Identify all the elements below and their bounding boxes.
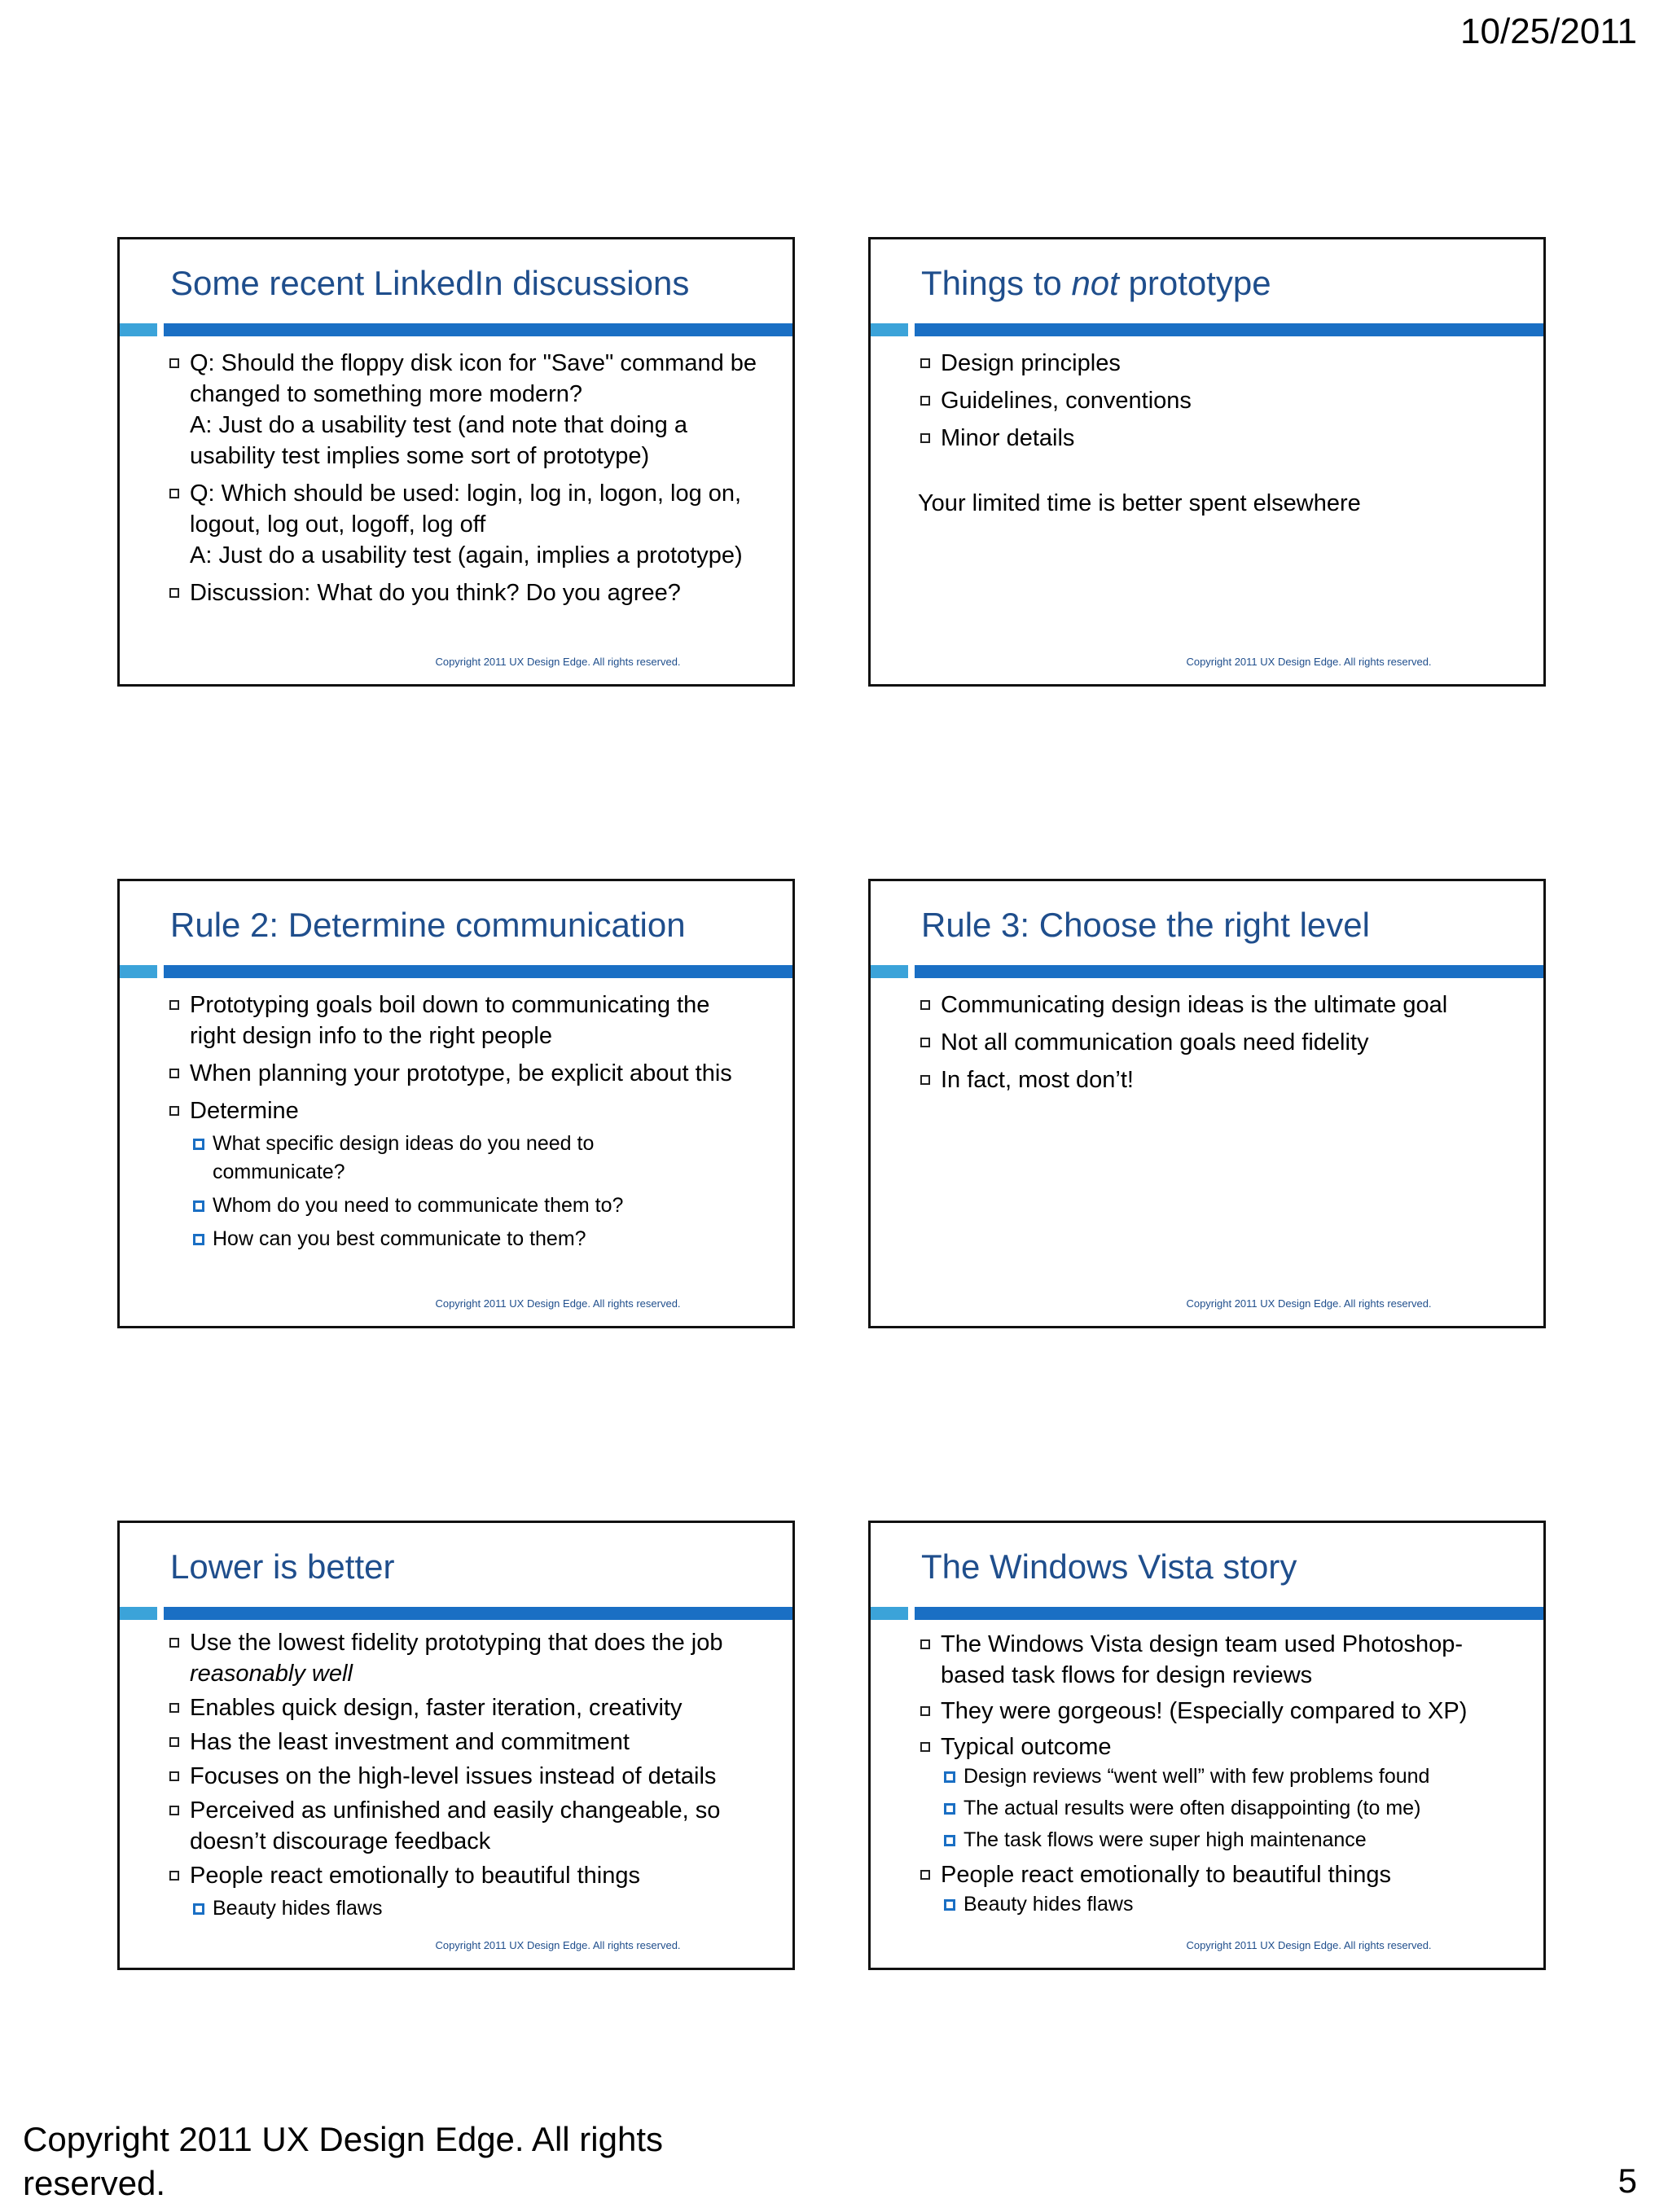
- bullet-line: changed to something more modern?: [190, 381, 583, 407]
- slide-lower-is-better: [117, 1521, 795, 1970]
- title-rule-bar: [164, 1607, 792, 1620]
- slide-copyright: Copyright 2011 UX Design Edge. All rights reserved.: [435, 1939, 681, 1951]
- title-emphasis: not: [1071, 264, 1119, 302]
- slide-body: [167, 1627, 760, 1935]
- bullet-line: Typical outcome: [941, 1734, 1112, 1760]
- bullet-item: [918, 1629, 1511, 1691]
- title-accent-bar: [871, 1607, 908, 1620]
- title-accent-bar: [120, 323, 157, 336]
- bullet-item: [918, 1731, 1511, 1854]
- slide-copyright: Copyright 2011 UX Design Edge. All rights reserved.: [1186, 1297, 1432, 1310]
- bullet-item: [918, 423, 1511, 454]
- bullet-list: [167, 1627, 760, 1923]
- bullet-line: Guidelines, conventions: [941, 388, 1192, 414]
- bullet-line: In fact, most don’t!: [941, 1067, 1134, 1093]
- slide-body: [918, 1629, 1511, 1935]
- bullet-line: Prototyping goals boil down to communicating the: [190, 992, 710, 1018]
- bullet-line: The actual results were often disappointing (to me): [963, 1797, 1421, 1819]
- bullet-line: Perceived as unfinished and easily changeable, so: [190, 1797, 721, 1824]
- slide-title: Some recent LinkedIn discussions: [170, 264, 690, 302]
- sub-bullet-item: [190, 1130, 760, 1187]
- bullet-line: Focuses on the high-level issues instead of details: [190, 1763, 717, 1789]
- bullet-line: A: Just do a usability test (again, implies a prototype): [190, 542, 743, 568]
- bullet-item: [167, 1058, 760, 1089]
- bullet-item: [167, 577, 760, 608]
- bullet-line: Communicating design ideas is the ultimate goal: [941, 992, 1448, 1018]
- bullet-item: [918, 1859, 1511, 1919]
- bullet-line: What specific design ideas do you need to: [213, 1132, 595, 1155]
- bullet-item: [918, 348, 1511, 379]
- bullet-line: right design info to the right people: [190, 1023, 552, 1049]
- bullet-line: Design principles: [941, 350, 1121, 376]
- bullet-line: When planning your prototype, be explicit about this: [190, 1060, 732, 1086]
- title-text: Things to: [921, 264, 1072, 302]
- page-date: 10/25/2011: [1460, 11, 1637, 51]
- bullet-line: Beauty hides flaws: [213, 1897, 383, 1920]
- slide-title: The Windows Vista story: [921, 1547, 1297, 1586]
- page-footer-copyright: Copyright 2011 UX Design Edge. All rights reserved.: [23, 2120, 663, 2202]
- slide-body: [918, 348, 1511, 652]
- bullet-item: [167, 348, 760, 472]
- bullet-item: [167, 1095, 760, 1253]
- sub-bullet-item: [190, 1894, 760, 1923]
- title-rule-bar: [915, 1607, 1543, 1620]
- bullet-item: [167, 1727, 760, 1758]
- slide-title: Rule 2: Determine communication: [170, 906, 686, 944]
- title-accent-bar: [120, 965, 157, 978]
- bullet-line: Beauty hides flaws: [963, 1893, 1134, 1916]
- slide-copyright: Copyright 2011 UX Design Edge. All rights reserved.: [1186, 656, 1432, 668]
- title-accent-bar: [120, 1607, 157, 1620]
- sub-bullet-list: [190, 1894, 760, 1923]
- bullet-list: [918, 1629, 1511, 1919]
- slide-rule-2: [117, 879, 795, 1328]
- sub-bullet-item: [941, 1794, 1511, 1823]
- slide-windows-vista-story: [868, 1521, 1546, 1970]
- bullet-line: A: Just do a usability test (and note that doing a: [190, 412, 687, 438]
- bullet-line: based task flows for design reviews: [941, 1662, 1313, 1688]
- bullet-line: The Windows Vista design team used Photoshop-: [941, 1631, 1464, 1657]
- bullet-line: usability test implies some sort of prototype): [190, 443, 650, 469]
- bullet-line: The task flows were super high maintenance: [963, 1828, 1367, 1851]
- sub-bullet-list: [941, 1890, 1511, 1919]
- bullet-item: [167, 1692, 760, 1723]
- slide-title: Rule 3: Choose the right level: [921, 906, 1370, 944]
- slide-body: [167, 348, 760, 652]
- bullet-line: Not all communication goals need fidelity: [941, 1029, 1369, 1056]
- bullet-list: [918, 348, 1511, 454]
- bullet-line: Use the lowest fidelity prototyping that does the job: [190, 1630, 723, 1656]
- bullet-line: Enables quick design, faster iteration, creativity: [190, 1695, 683, 1721]
- bullet-list: [167, 348, 760, 608]
- sub-bullet-item: [190, 1225, 760, 1253]
- bullet-list: [918, 990, 1511, 1095]
- title-accent-bar: [871, 323, 908, 336]
- bullet-line-emphasis: reasonably well: [190, 1661, 353, 1687]
- bullet-list: [167, 990, 760, 1253]
- bullet-item: [167, 1627, 760, 1689]
- slide-copyright: Copyright 2011 UX Design Edge. All rights reserved.: [435, 656, 681, 668]
- bullet-line: Determine: [190, 1098, 299, 1124]
- title-accent-bar: [871, 965, 908, 978]
- sub-bullet-item: [941, 1826, 1511, 1854]
- bullet-item: [167, 1761, 760, 1792]
- slide-copyright: Copyright 2011 UX Design Edge. All rights reserved.: [1186, 1939, 1432, 1951]
- bullet-item: [167, 990, 760, 1051]
- slide-body: [167, 990, 760, 1293]
- bullet-item: [167, 1795, 760, 1857]
- bullet-item: [918, 1696, 1511, 1727]
- sub-bullet-item: [941, 1890, 1511, 1919]
- bullet-item: [918, 1027, 1511, 1058]
- sub-bullet-list: [941, 1762, 1511, 1854]
- slide-linkedin-discussions: [117, 237, 795, 687]
- slide-things-not-to-prototype: [868, 237, 1546, 687]
- bullet-line: They were gorgeous! (Especially compared to XP): [941, 1698, 1468, 1724]
- title-rule-bar: [915, 323, 1543, 336]
- slide-body: [918, 990, 1511, 1293]
- slide-rule-3: [868, 879, 1546, 1328]
- bullet-line: doesn’t discourage feedback: [190, 1828, 491, 1854]
- bullet-item: [918, 1064, 1511, 1095]
- bullet-line: People react emotionally to beautiful things: [190, 1863, 640, 1889]
- sub-bullet-list: [190, 1130, 760, 1253]
- page-number: 5: [1618, 2162, 1637, 2200]
- bullet-line: logout, log out, logoff, log off: [190, 511, 486, 538]
- slide-title: Lower is better: [170, 1547, 395, 1586]
- bullet-line: Discussion: What do you think? Do you agree?: [190, 580, 681, 606]
- slide-note: Your limited time is better spent elsewhere: [918, 490, 1361, 516]
- bullet-line: Q: Should the floppy disk icon for "Save" command be: [190, 350, 757, 376]
- sub-bullet-item: [190, 1192, 760, 1220]
- title-text: prototype: [1118, 264, 1271, 302]
- bullet-line: Design reviews “went well” with few problems found: [963, 1765, 1430, 1788]
- bullet-line: People react emotionally to beautiful things: [941, 1862, 1391, 1888]
- slide-copyright: Copyright 2011 UX Design Edge. All rights reserved.: [435, 1297, 681, 1310]
- bullet-item: [167, 478, 760, 571]
- bullet-line: Q: Which should be used: login, log in, logon, log on,: [190, 481, 742, 507]
- title-rule-bar: [164, 323, 792, 336]
- slide-title: [921, 264, 1271, 303]
- bullet-item: [918, 990, 1511, 1020]
- sub-bullet-item: [941, 1762, 1511, 1791]
- bullet-item: [167, 1860, 760, 1923]
- bullet-line: communicate?: [213, 1161, 345, 1183]
- title-rule-bar: [915, 965, 1543, 978]
- bullet-line: Has the least investment and commitment: [190, 1729, 630, 1755]
- bullet-line: Whom do you need to communicate them to?: [213, 1194, 624, 1217]
- title-rule-bar: [164, 965, 792, 978]
- bullet-line: Minor details: [941, 425, 1075, 451]
- bullet-line: How can you best communicate to them?: [213, 1227, 586, 1250]
- bullet-item: [918, 385, 1511, 416]
